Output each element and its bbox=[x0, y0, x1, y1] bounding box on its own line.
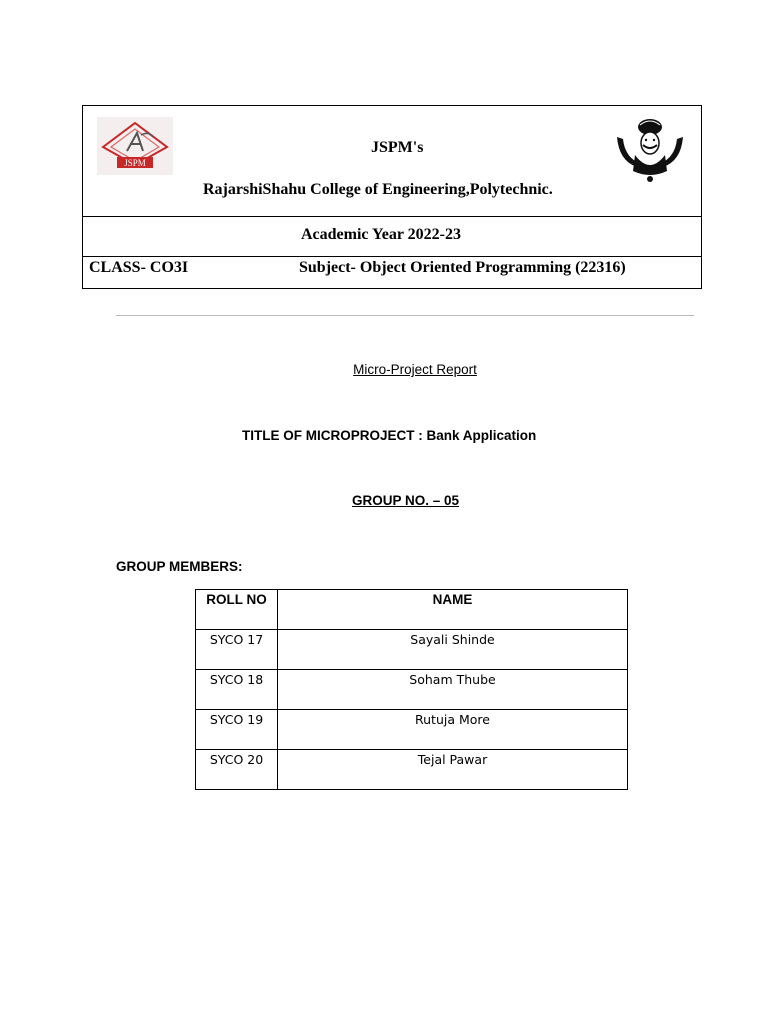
table-row bbox=[196, 710, 628, 750]
class-subject-row bbox=[83, 256, 701, 288]
table-row bbox=[196, 670, 628, 710]
college-name: RajarshiShahu College of Engineering,Polytechnic. bbox=[203, 181, 553, 198]
roll-cell: SYCO 20 bbox=[196, 750, 278, 790]
roll-cell: SYCO 17 bbox=[196, 630, 278, 670]
column-header-name: NAME bbox=[278, 590, 628, 630]
academic-year-row bbox=[83, 216, 701, 257]
table-row bbox=[196, 750, 628, 790]
jspm-logo bbox=[97, 117, 173, 175]
shahu-maharaj-emblem bbox=[607, 115, 693, 185]
column-header-roll: ROLL NO bbox=[196, 590, 278, 630]
logo-left-text: JSPM bbox=[124, 158, 146, 168]
header-title-row bbox=[83, 106, 701, 217]
header-box bbox=[82, 105, 702, 289]
members-table bbox=[195, 589, 628, 790]
report-heading: Micro-Project Report bbox=[353, 362, 477, 377]
roll-cell: SYCO 18 bbox=[196, 670, 278, 710]
class-label: CLASS- CO3I bbox=[89, 259, 189, 276]
group-number: GROUP NO. – 05 bbox=[352, 493, 460, 508]
group-members-label: GROUP MEMBERS: bbox=[116, 559, 243, 574]
name-cell: Rutuja More bbox=[278, 710, 628, 750]
roll-cell: SYCO 19 bbox=[196, 710, 278, 750]
org-name: JSPM's bbox=[371, 139, 424, 156]
divider-line bbox=[116, 315, 694, 316]
name-cell: Sayali Shinde bbox=[278, 630, 628, 670]
table-row bbox=[196, 630, 628, 670]
table-header-row bbox=[196, 590, 628, 630]
name-cell: Soham Thube bbox=[278, 670, 628, 710]
academic-year: Academic Year 2022-23 bbox=[301, 226, 461, 243]
subject-label: Subject- Object Oriented Programming (22316) bbox=[299, 259, 626, 276]
name-cell: Tejal Pawar bbox=[278, 750, 628, 790]
microproject-title: TITLE OF MICROPROJECT : Bank Application bbox=[242, 428, 537, 443]
